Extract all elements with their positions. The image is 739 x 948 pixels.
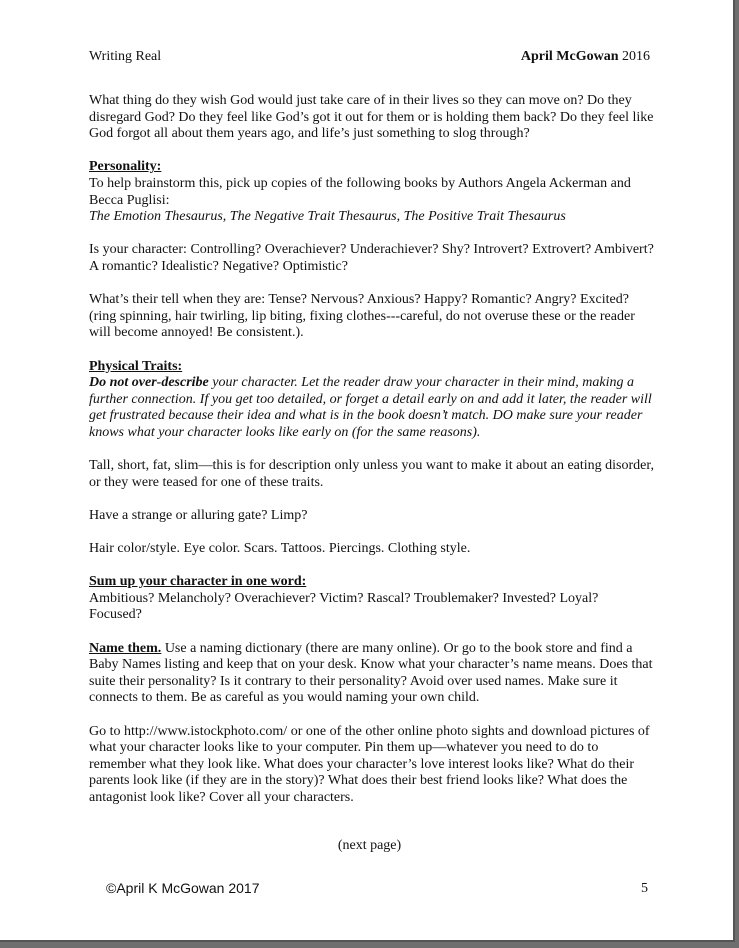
section-name-them [89,641,654,707]
header-title: Writing Real [89,49,162,64]
header-year: 2016 [622,49,650,64]
page-number: 5 [641,881,648,896]
paragraph-photos: Go to http://www.istockphoto.com/ or one of the other online photo sights and download pictures of what your character looks like to your computer. Pin them up—whatever you need to do to remember what they look like. What does your character’s love interest looks like? What do their parents look like (if they are in the story)? What does their best friend looks like? What does the antagonist look like? Cover all your characters. [89,723,650,805]
paragraph-tell: What’s their tell when they are: Tense? Nervous? Anxious? Happy? Romantic? Angry? Excited? (ring spinning, hair twirling, lip biting, fixing clothes---careful, do not overuse these or the reader will become annoyed! Be consistent.). [89,292,635,341]
copyright-notice: ©April K McGowan 2017 [106,880,260,896]
header-author: April McGowan [520,49,619,64]
name-them-text: Use a naming dictionary (there are many online). Or go to the book store and find a Baby Names listing and keep that on your desk. Know what your character’s name means. Does that suite their personality? Is it contrary to their personality? Avoid over used names. Make sure it connects to them. Be as careful as you would naming your own child. [89,640,653,706]
section-personality [89,159,654,225]
book-titles: The Emotion Thesaurus, The Negative Trait Thesaurus, The Positive Trait Thesaurus [89,209,566,225]
paragraph-body-type: Tall, short, fat, slim—this is for description only unless you want to make it about an eating disorder, or they were teased for one of these traits. [89,458,654,490]
sum-up-text: Ambitious? Melancholy? Overachiever? Victim? Rascal? Troublemaker? Invested? Loyal? Focused? [89,590,599,623]
paragraph-appearance: Hair color/style. Eye color. Scars. Tattoos. Piercings. Clothing style. [89,541,471,557]
section-physical-traits [89,359,654,442]
paragraph-character-traits: Is your character: Controlling? Overachiever? Underachiever? Shy? Introvert? Extrovert? Ambivert? A romantic? Idealistic? Negative? Optimistic? [89,242,654,274]
paragraph-gate: Have a strange or alluring gate? Limp? [89,507,308,523]
heading-physical-traits: Physical Traits: [89,358,183,374]
personality-text: To help brainstorm this, pick up copies of the following books by Authors Angela Ackerman and Becca Puglisi: [89,175,631,208]
heading-sum-up: Sum up your character in one word: [89,574,307,590]
document-body [89,93,654,823]
heading-name-them: Name them. [89,640,162,656]
header-author-year [521,49,650,66]
physical-italic-text: your character. Let the reader draw your character in their mind, making a further connection. If you get too detailed, or forget a detail early on and add it later, the reader will get frustrated because their idea and what is in the book doesn’t match. DO make sure your reader knows what your character looks like early on (for the same reasons). [89,375,652,440]
paragraph-god: What thing do they wish God would just take care of in their lives so they can move on? Do they disregard God? Do they feel like God’s got it out for them or is holding them back? Do they feel like God forgot all about them years ago, and life’s just something to slog through? [89,93,654,142]
heading-personality: Personality: [89,159,162,175]
physical-bold-text: Do not over-describe [89,375,209,391]
section-sum-up [89,574,654,624]
next-page-label: (next page) [337,838,402,853]
